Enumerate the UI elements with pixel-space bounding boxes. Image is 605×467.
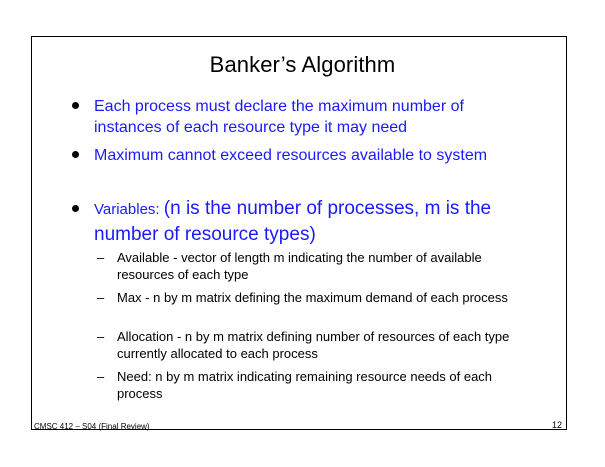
bullet-text: [94, 196, 544, 247]
slide-footer: CMSC 412 – S04 (Final Review): [34, 422, 150, 431]
bullet-dot-icon: [72, 151, 79, 158]
page-number: 12: [552, 420, 563, 430]
dash-marker: –: [97, 369, 105, 384]
dash-marker: –: [97, 329, 105, 344]
subbullet-text: Max - n by m matrix defining the maximum demand of each process: [117, 290, 508, 305]
dash-marker: –: [97, 290, 105, 305]
subbullet-text: Available - vector of length m indicating the number of available resources of each type: [117, 250, 482, 282]
subbullet-text: Allocation - n by m matrix defining number of resources of each type currently allocated to each process: [117, 329, 510, 361]
bullet-dot-icon: [72, 205, 79, 212]
slide-title: Banker’s Algorithm: [209, 52, 396, 77]
subbullet-text: Need: n by m matrix indicating remaining resource needs of each process: [117, 369, 493, 401]
bullet-text: Each process must declare the maximum number of instances of each resource type it may need: [94, 98, 464, 136]
variables-label: Variables:: [94, 201, 164, 218]
bullet-text: Maximum cannot exceed resources available to system: [94, 147, 488, 164]
dash-marker: –: [97, 250, 105, 265]
variables-description: (n is the number of processes, m is the number of resource types): [94, 198, 492, 245]
bullet-dot-icon: [72, 102, 79, 109]
